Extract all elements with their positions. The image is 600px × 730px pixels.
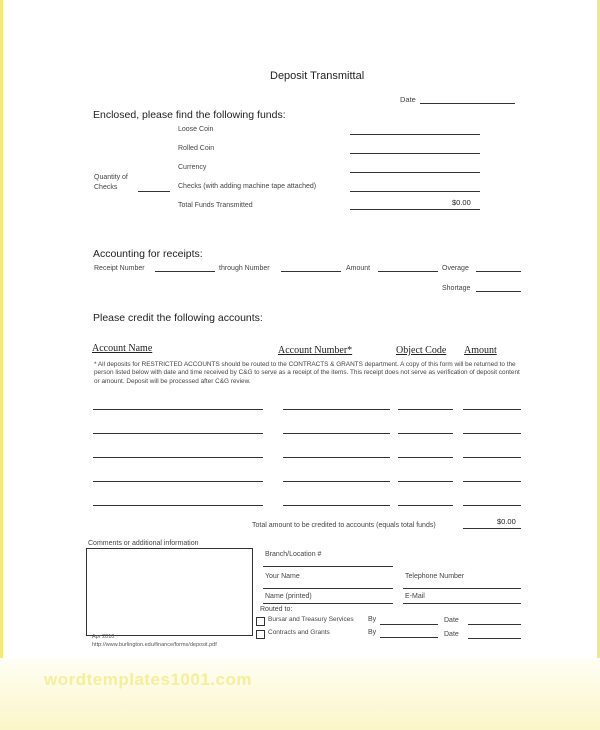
receipt-number-field[interactable]	[155, 271, 215, 272]
branch-location-label: Branch/Location #	[265, 551, 322, 558]
total-funds-field[interactable]	[350, 209, 480, 210]
telephone-label: Telephone Number	[405, 573, 465, 580]
amount-row-4[interactable]	[463, 481, 521, 482]
account-number-row-5[interactable]	[283, 505, 390, 506]
bursar-by-label: By	[368, 616, 377, 623]
funds-heading: Enclosed, please find the following funds:	[93, 109, 286, 121]
account-name-row-4[interactable]	[93, 481, 263, 482]
date-label: Date	[400, 95, 416, 104]
footer-band	[0, 658, 600, 730]
watermark: wordtemplates1001.com	[44, 670, 252, 689]
total-funds-label: Total Funds Transmitted	[178, 202, 253, 209]
col-account-name: Account Name	[92, 343, 153, 354]
shortage-label: Shortage	[442, 285, 471, 292]
quantity-of-label: Quantity of	[94, 174, 128, 181]
accounts-total-label: Total amount to be credited to accounts (equals total funds)	[252, 522, 436, 529]
comments-label: Comments or additional information	[88, 540, 199, 547]
amount-field[interactable]	[378, 271, 438, 272]
contracts-date-field[interactable]	[468, 638, 521, 639]
receipt-number-label: Receipt Number	[94, 265, 145, 272]
loose-coin-label: Loose Coin	[178, 126, 214, 133]
account-name-row-3[interactable]	[93, 457, 263, 458]
contracts-label: Contracts and Grants	[268, 629, 330, 636]
shortage-field[interactable]	[476, 291, 521, 292]
contracts-date-label: Date	[444, 631, 459, 638]
total-funds-value: $0.00	[452, 198, 471, 207]
overage-field[interactable]	[476, 271, 521, 272]
overage-label: Overage	[442, 265, 469, 272]
account-name-row-1[interactable]	[93, 409, 263, 410]
contracts-by-label: By	[368, 629, 377, 636]
through-number-field[interactable]	[281, 271, 341, 272]
rolled-coin-label: Rolled Coin	[178, 145, 215, 152]
loose-coin-field[interactable]	[350, 134, 480, 135]
accounts-total-value: $0.00	[497, 517, 516, 526]
account-number-row-2[interactable]	[283, 433, 390, 434]
account-name-row-2[interactable]	[93, 433, 263, 434]
accounts-heading: Please credit the following accounts:	[93, 312, 263, 324]
account-name-row-5[interactable]	[93, 505, 263, 506]
name-printed-label: Name (printed)	[265, 593, 312, 600]
checks-qty-label: Checks	[94, 184, 118, 191]
account-number-row-4[interactable]	[283, 481, 390, 482]
name-printed-field[interactable]	[263, 603, 393, 604]
contracts-by-field[interactable]	[380, 637, 438, 638]
routed-to-label: Routed to:	[260, 606, 293, 613]
bursar-by-field[interactable]	[380, 624, 438, 625]
rolled-coin-field[interactable]	[350, 153, 480, 154]
object-code-row-1[interactable]	[398, 409, 453, 410]
accounts-total-field[interactable]	[463, 528, 521, 529]
amount-row-1[interactable]	[463, 409, 521, 410]
col-object-code: Object Code	[396, 345, 447, 356]
account-number-row-1[interactable]	[283, 409, 390, 410]
amount-row-3[interactable]	[463, 457, 521, 458]
col-account-number: Account Number*	[278, 345, 353, 356]
date-field[interactable]	[420, 103, 515, 104]
email-label: E-Mail	[405, 593, 425, 600]
your-name-label: Your Name	[265, 573, 300, 580]
checks-label: Checks (with adding machine tape attached)	[178, 183, 317, 190]
object-code-row-5[interactable]	[398, 505, 453, 506]
receipts-heading: Accounting for receipts:	[93, 248, 203, 260]
account-number-row-3[interactable]	[283, 457, 390, 458]
amount-row-5[interactable]	[463, 505, 521, 506]
bursar-date-field[interactable]	[468, 624, 521, 625]
checks-field[interactable]	[350, 191, 480, 192]
restricted-accounts-note: * All deposits for RESTRICTED ACCOUNTS should be routed to the CONTRACTS & GRANTS department. A copy of this form will be returned to the person listed below with date and time received by C&G to serve as a receipt of the items. This receipt does not serve as verification of deposit content or amount. Deposit will be processed after C&G review.	[94, 361, 520, 385]
telephone-field[interactable]	[403, 588, 521, 589]
amount-row-2[interactable]	[463, 433, 521, 434]
object-code-row-2[interactable]	[398, 433, 453, 434]
your-name-field[interactable]	[263, 588, 393, 589]
form-title: Deposit Transmittal	[270, 70, 365, 82]
amount-label: Amount	[346, 265, 371, 272]
object-code-row-3[interactable]	[398, 457, 453, 458]
bursar-label: Bursar and Treasury Services	[268, 616, 354, 623]
email-field[interactable]	[403, 603, 521, 604]
branch-location-field[interactable]	[263, 566, 393, 567]
bursar-checkbox[interactable]	[256, 617, 265, 626]
col-amount: Amount	[464, 345, 497, 356]
bursar-date-label: Date	[444, 617, 459, 624]
footer-revision: Apr 2010	[92, 634, 115, 640]
currency-label: Currency	[178, 164, 207, 171]
object-code-row-4[interactable]	[398, 481, 453, 482]
through-number-label: through Number	[219, 265, 270, 272]
checks-quantity-field[interactable]	[138, 191, 170, 192]
contracts-checkbox[interactable]	[256, 630, 265, 639]
comments-box[interactable]	[86, 548, 253, 636]
currency-field[interactable]	[350, 172, 480, 173]
footer-url: http://www.burlington.edu/finance/forms/deposit.pdf	[92, 642, 217, 648]
